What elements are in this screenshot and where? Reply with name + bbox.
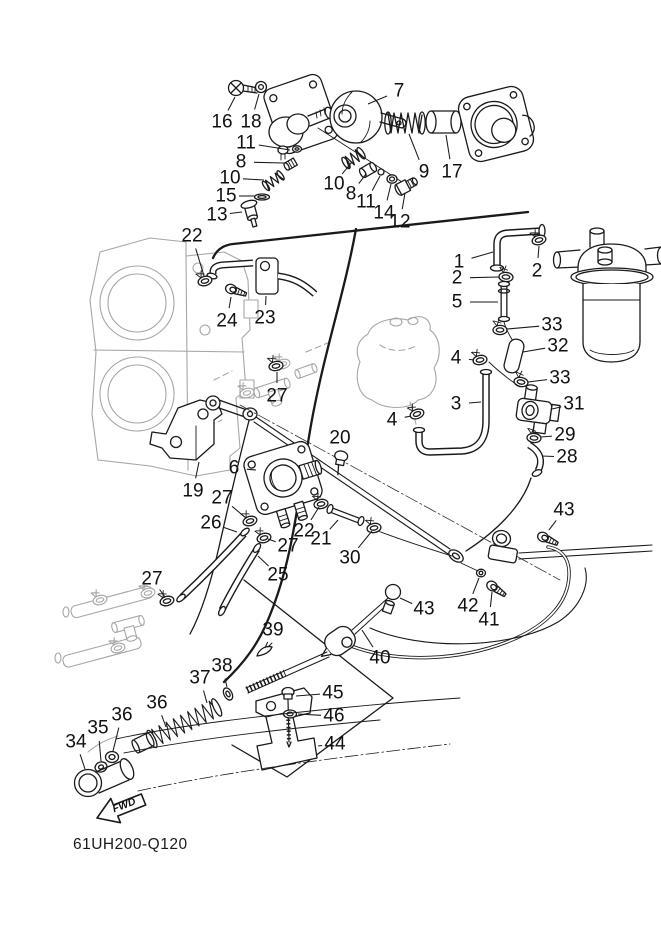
callout-label: 27 <box>266 385 288 407</box>
callout-label: 16 <box>211 111 233 133</box>
callout-label: 2 <box>451 267 463 289</box>
callout-label: 43 <box>413 598 435 620</box>
callout-label: 24 <box>216 310 238 332</box>
callout-label: 45 <box>322 682 344 704</box>
callout-label: 31 <box>563 393 585 415</box>
callout-label: 30 <box>339 547 361 569</box>
boundary-curves <box>190 212 528 777</box>
callout-label: 27 <box>277 535 299 557</box>
callout-label: 37 <box>189 667 211 689</box>
callout-label: 21 <box>310 528 332 550</box>
callout-label: 27 <box>141 568 163 590</box>
breather-hose-23 <box>195 258 315 299</box>
callout-leader <box>528 380 547 382</box>
callout-leader <box>228 97 235 111</box>
callout-label: 26 <box>200 512 222 534</box>
callout-label: 33 <box>549 367 571 389</box>
callout-leader <box>243 179 264 180</box>
callout-leader <box>255 94 259 110</box>
callout-leader <box>409 134 419 160</box>
callout-leader <box>230 212 242 214</box>
callout-leader <box>204 691 208 704</box>
callout-label: 42 <box>457 595 479 617</box>
callout-label: 27 <box>211 487 233 509</box>
callout-label: 10 <box>219 167 241 189</box>
callout-label: 13 <box>206 204 228 226</box>
callout-label: 32 <box>547 335 569 357</box>
callout-label: 41 <box>478 609 500 631</box>
callout-leader <box>162 715 166 727</box>
callout-leader <box>400 598 412 604</box>
callout-leader <box>446 135 450 159</box>
cable-anchor-fasteners <box>75 752 137 797</box>
callout-label: 28 <box>556 446 578 468</box>
thermostat-cover <box>456 83 539 164</box>
tee-fitting-cluster <box>200 342 330 430</box>
callout-leader <box>113 728 119 751</box>
callout-label: 20 <box>329 427 351 449</box>
callout-leader <box>254 162 284 163</box>
callout-label: 4 <box>386 409 398 431</box>
callout-leader <box>507 326 539 329</box>
callout-label: 3 <box>450 393 462 415</box>
screw-and-washer <box>229 81 267 96</box>
callout-label: 29 <box>554 424 576 446</box>
callout-leader <box>80 754 85 769</box>
callout-leader <box>232 506 246 518</box>
callout-label: 6 <box>228 457 240 479</box>
callout-label: 8 <box>345 183 357 205</box>
callout-label: 10 <box>323 173 345 195</box>
callout-label: 39 <box>262 619 284 641</box>
callout-leader <box>469 402 481 403</box>
callout-leader <box>473 578 479 594</box>
fuel-hose-3 <box>407 348 520 452</box>
callout-leader <box>318 746 322 747</box>
callout-leader <box>469 359 474 360</box>
callout-leader <box>311 507 319 520</box>
callout-label: 43 <box>553 499 575 521</box>
callout-leader <box>229 297 231 308</box>
callout-label: 7 <box>393 80 405 102</box>
callout-leader <box>523 348 545 352</box>
part-code: 61UH200-Q120 <box>73 836 188 853</box>
callout-label: 33 <box>541 314 563 336</box>
callout-leader <box>542 456 554 457</box>
callout-label: 36 <box>146 692 168 714</box>
anchor-bracket-44 <box>256 688 317 771</box>
cylinder-body-outline <box>357 317 439 424</box>
callout-label: 2 <box>531 260 543 282</box>
callout-label: 19 <box>182 480 204 502</box>
callout-label: 14 <box>373 202 395 224</box>
callout-leader <box>358 531 372 548</box>
callout-label: 25 <box>267 564 289 586</box>
fuel-filter-assembly <box>554 228 661 362</box>
callout-label: 4 <box>450 347 462 369</box>
callout-leader <box>541 436 552 437</box>
callout-label: 11 <box>236 132 256 154</box>
callout-leader <box>387 184 391 200</box>
lower-left-fitting-cluster <box>55 581 156 669</box>
callout-leader <box>472 252 494 258</box>
callout-leader <box>402 193 405 209</box>
callout-leader <box>223 527 237 532</box>
callout-label: 23 <box>254 307 276 329</box>
callout-leader <box>372 176 380 191</box>
spring-and-sleeve <box>385 111 461 134</box>
callout-layer <box>65 81 584 770</box>
callout-label: 1 <box>453 251 465 273</box>
fuel-joint-valve-31 <box>466 383 562 551</box>
callout-leader <box>549 520 556 530</box>
callout-leader <box>362 630 373 647</box>
fwd-arrow <box>97 794 146 823</box>
valve-small-parts-left <box>240 146 301 229</box>
callout-label: 35 <box>87 717 109 739</box>
callout-leader <box>470 277 499 278</box>
callout-label: 5 <box>451 291 463 313</box>
callout-leader <box>196 249 204 277</box>
callout-label: 36 <box>111 704 133 726</box>
callout-label: 34 <box>65 731 87 753</box>
callout-label: 15 <box>215 185 237 207</box>
callout-label: 22 <box>293 520 315 542</box>
callout-label: 44 <box>324 733 346 755</box>
callout-label: 38 <box>211 655 233 677</box>
callout-label: 12 <box>389 211 411 233</box>
callout-label: 22 <box>181 225 203 247</box>
callout-label: 8 <box>235 151 247 173</box>
callout-label: 17 <box>441 161 463 183</box>
callout-label: 40 <box>369 647 391 669</box>
fwd-label: FWD <box>110 795 138 816</box>
callout-label: 18 <box>240 111 262 133</box>
callout-leader <box>490 592 492 607</box>
callout-label: 11 <box>356 191 376 213</box>
callout-label: 46 <box>323 705 345 727</box>
callout-leader <box>538 246 539 258</box>
pilot-tube-21 <box>312 492 452 556</box>
callout-label: 9 <box>418 161 430 183</box>
